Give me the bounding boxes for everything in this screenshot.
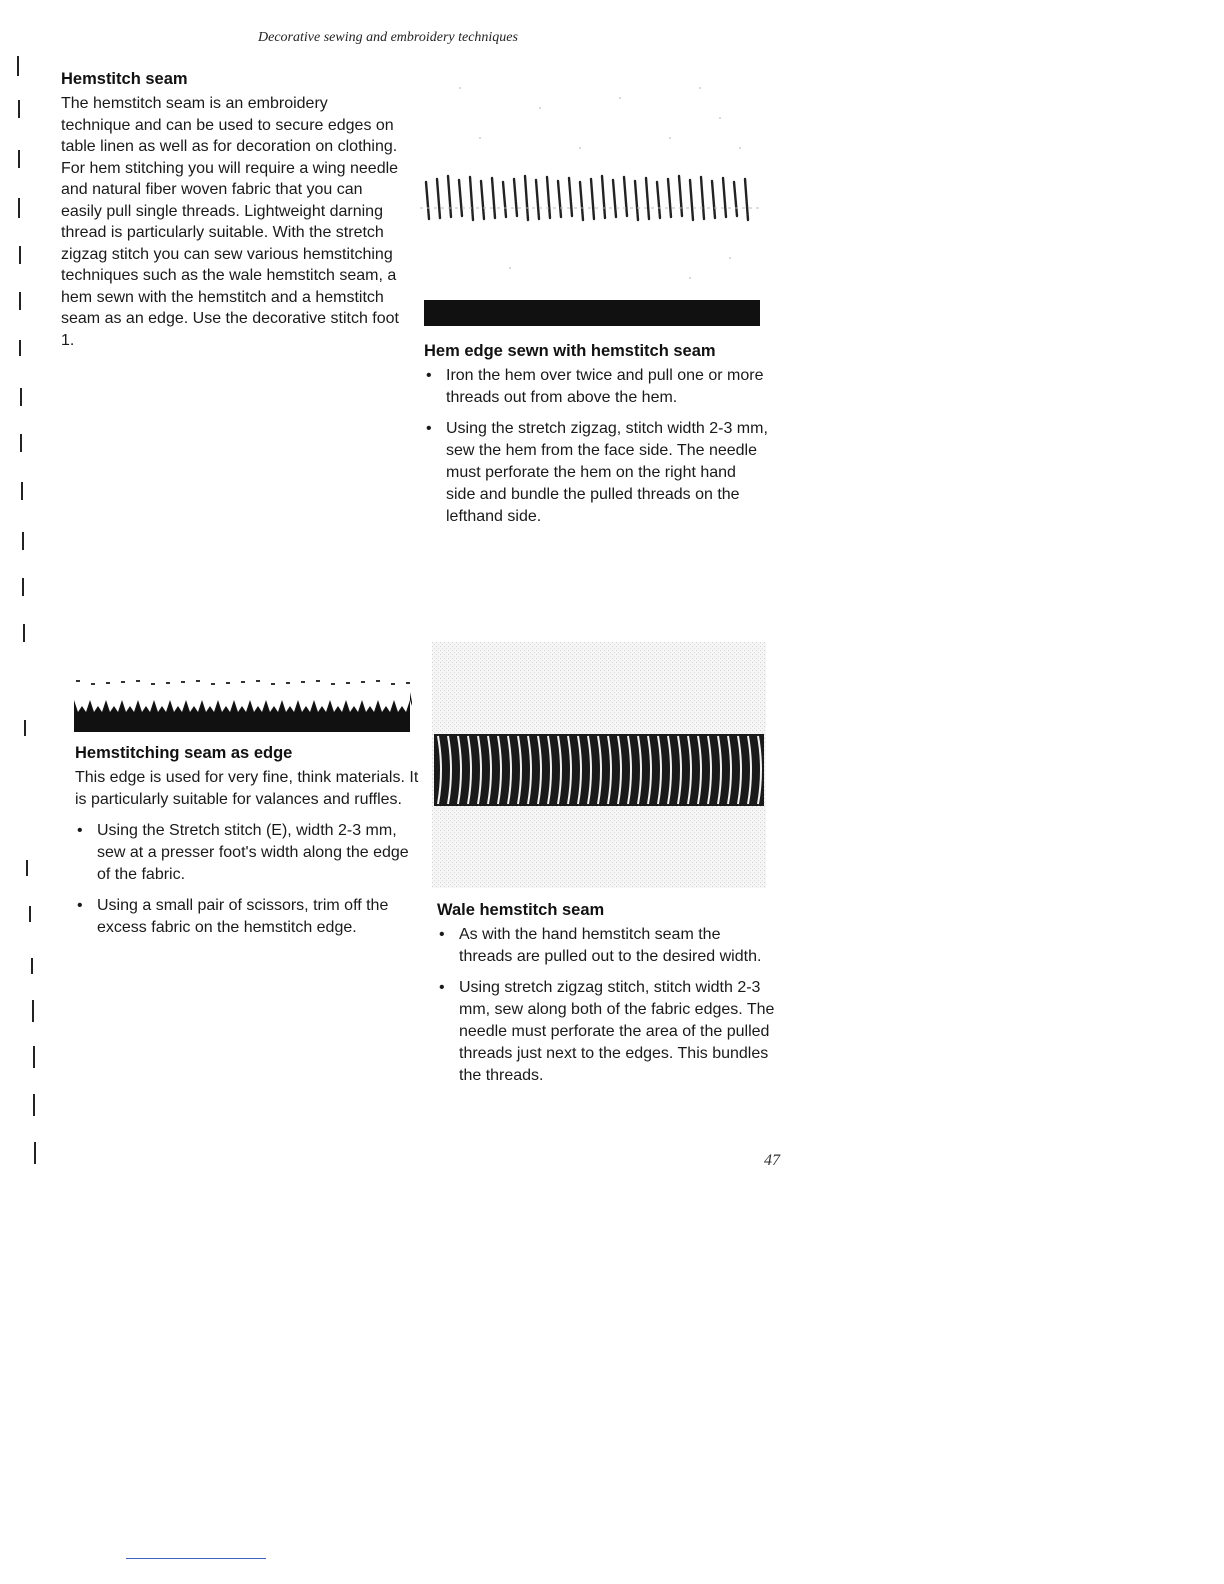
edge-dot [166,682,170,684]
edge-dot [271,683,275,685]
edge-dot [256,680,260,682]
edge-dot [91,683,95,685]
bullet-item: • Iron the hem over twice and pull one or more threads out from above the hem. [424,365,769,409]
edge-dot [286,682,290,684]
hemstitch-seam-section [61,70,401,351]
edge-dot [376,680,380,682]
section-title: Wale hemstitch seam [437,901,605,919]
section-title: Hem edge sewn with hemstitch seam [424,342,716,360]
edge-dot [241,681,245,683]
bullet-item: • Using a small pair of scissors, trim off the excess fabric on the hemstitch edge. [75,895,420,939]
hem-edge-section [424,342,769,537]
edge-dot [226,682,230,684]
bullet-item: • As with the hand hemstitch seam the threads are pulled out to the desired width. [437,924,777,968]
edge-dot [406,682,410,684]
page-number: 47 [764,1152,780,1169]
hem-edge-figure [420,58,762,328]
edge-dot [331,683,335,685]
edge-figure [72,668,412,732]
edge-dot [106,682,110,684]
edge-dot [196,680,200,682]
bullet-item: • Using the Stretch stitch (E), width 2-3 mm, sew at a presser foot's width along the edge of the fabric. [75,820,420,886]
edge-dot [76,680,80,682]
section-title: Hemstitch seam [61,70,188,88]
wale-section [437,901,777,1096]
running-head: Decorative sewing and embroidery techniques [258,30,518,45]
edge-dot [151,683,155,685]
edge-dot [361,681,365,683]
section-body: This edge is used for very fine, think materials. It is particularly suitable for valances and ruffles. [75,769,419,808]
edge-dot [316,680,320,682]
edge-dot [211,683,215,685]
edge-dot [121,681,125,683]
edge-dot [391,683,395,685]
edge-dot [181,681,185,683]
edge-section [75,744,420,948]
footer-rule [126,1558,266,1559]
wale-figure [432,642,766,888]
section-body: The hemstitch seam is an embroidery technique and can be used to secure edges on table linen as well as for decoration on clothing. For hem stitching you will require a wing needle and natural fiber woven fabric that you can easily pull single threads. Lightweight darning thread is particularly suitable. With the stretch zigzag stitch you can sew various hemstitching techniques such as the wale hemstitch seam, a hem sewn with the hemstitch and a hemstitch seam as an edge. Use the decorative stitch foot 1. [61,95,399,349]
edge-dot [346,682,350,684]
bullet-item: • Using stretch zigzag stitch, stitch width 2-3 mm, sew along both of the fabric edges. The needle must perforate the area of the pulled threads just next to the edges. This bundles the threads. [437,977,777,1087]
bullet-item: • Using the stretch zigzag, stitch width 2-3 mm, sew the hem from the face side. The needle must perforate the hem on the right hand side and bundle the pulled threads on the lefthand side. [424,418,769,528]
edge-dot [136,680,140,682]
section-title: Hemstitching seam as edge [75,744,293,762]
edge-dot [301,681,305,683]
